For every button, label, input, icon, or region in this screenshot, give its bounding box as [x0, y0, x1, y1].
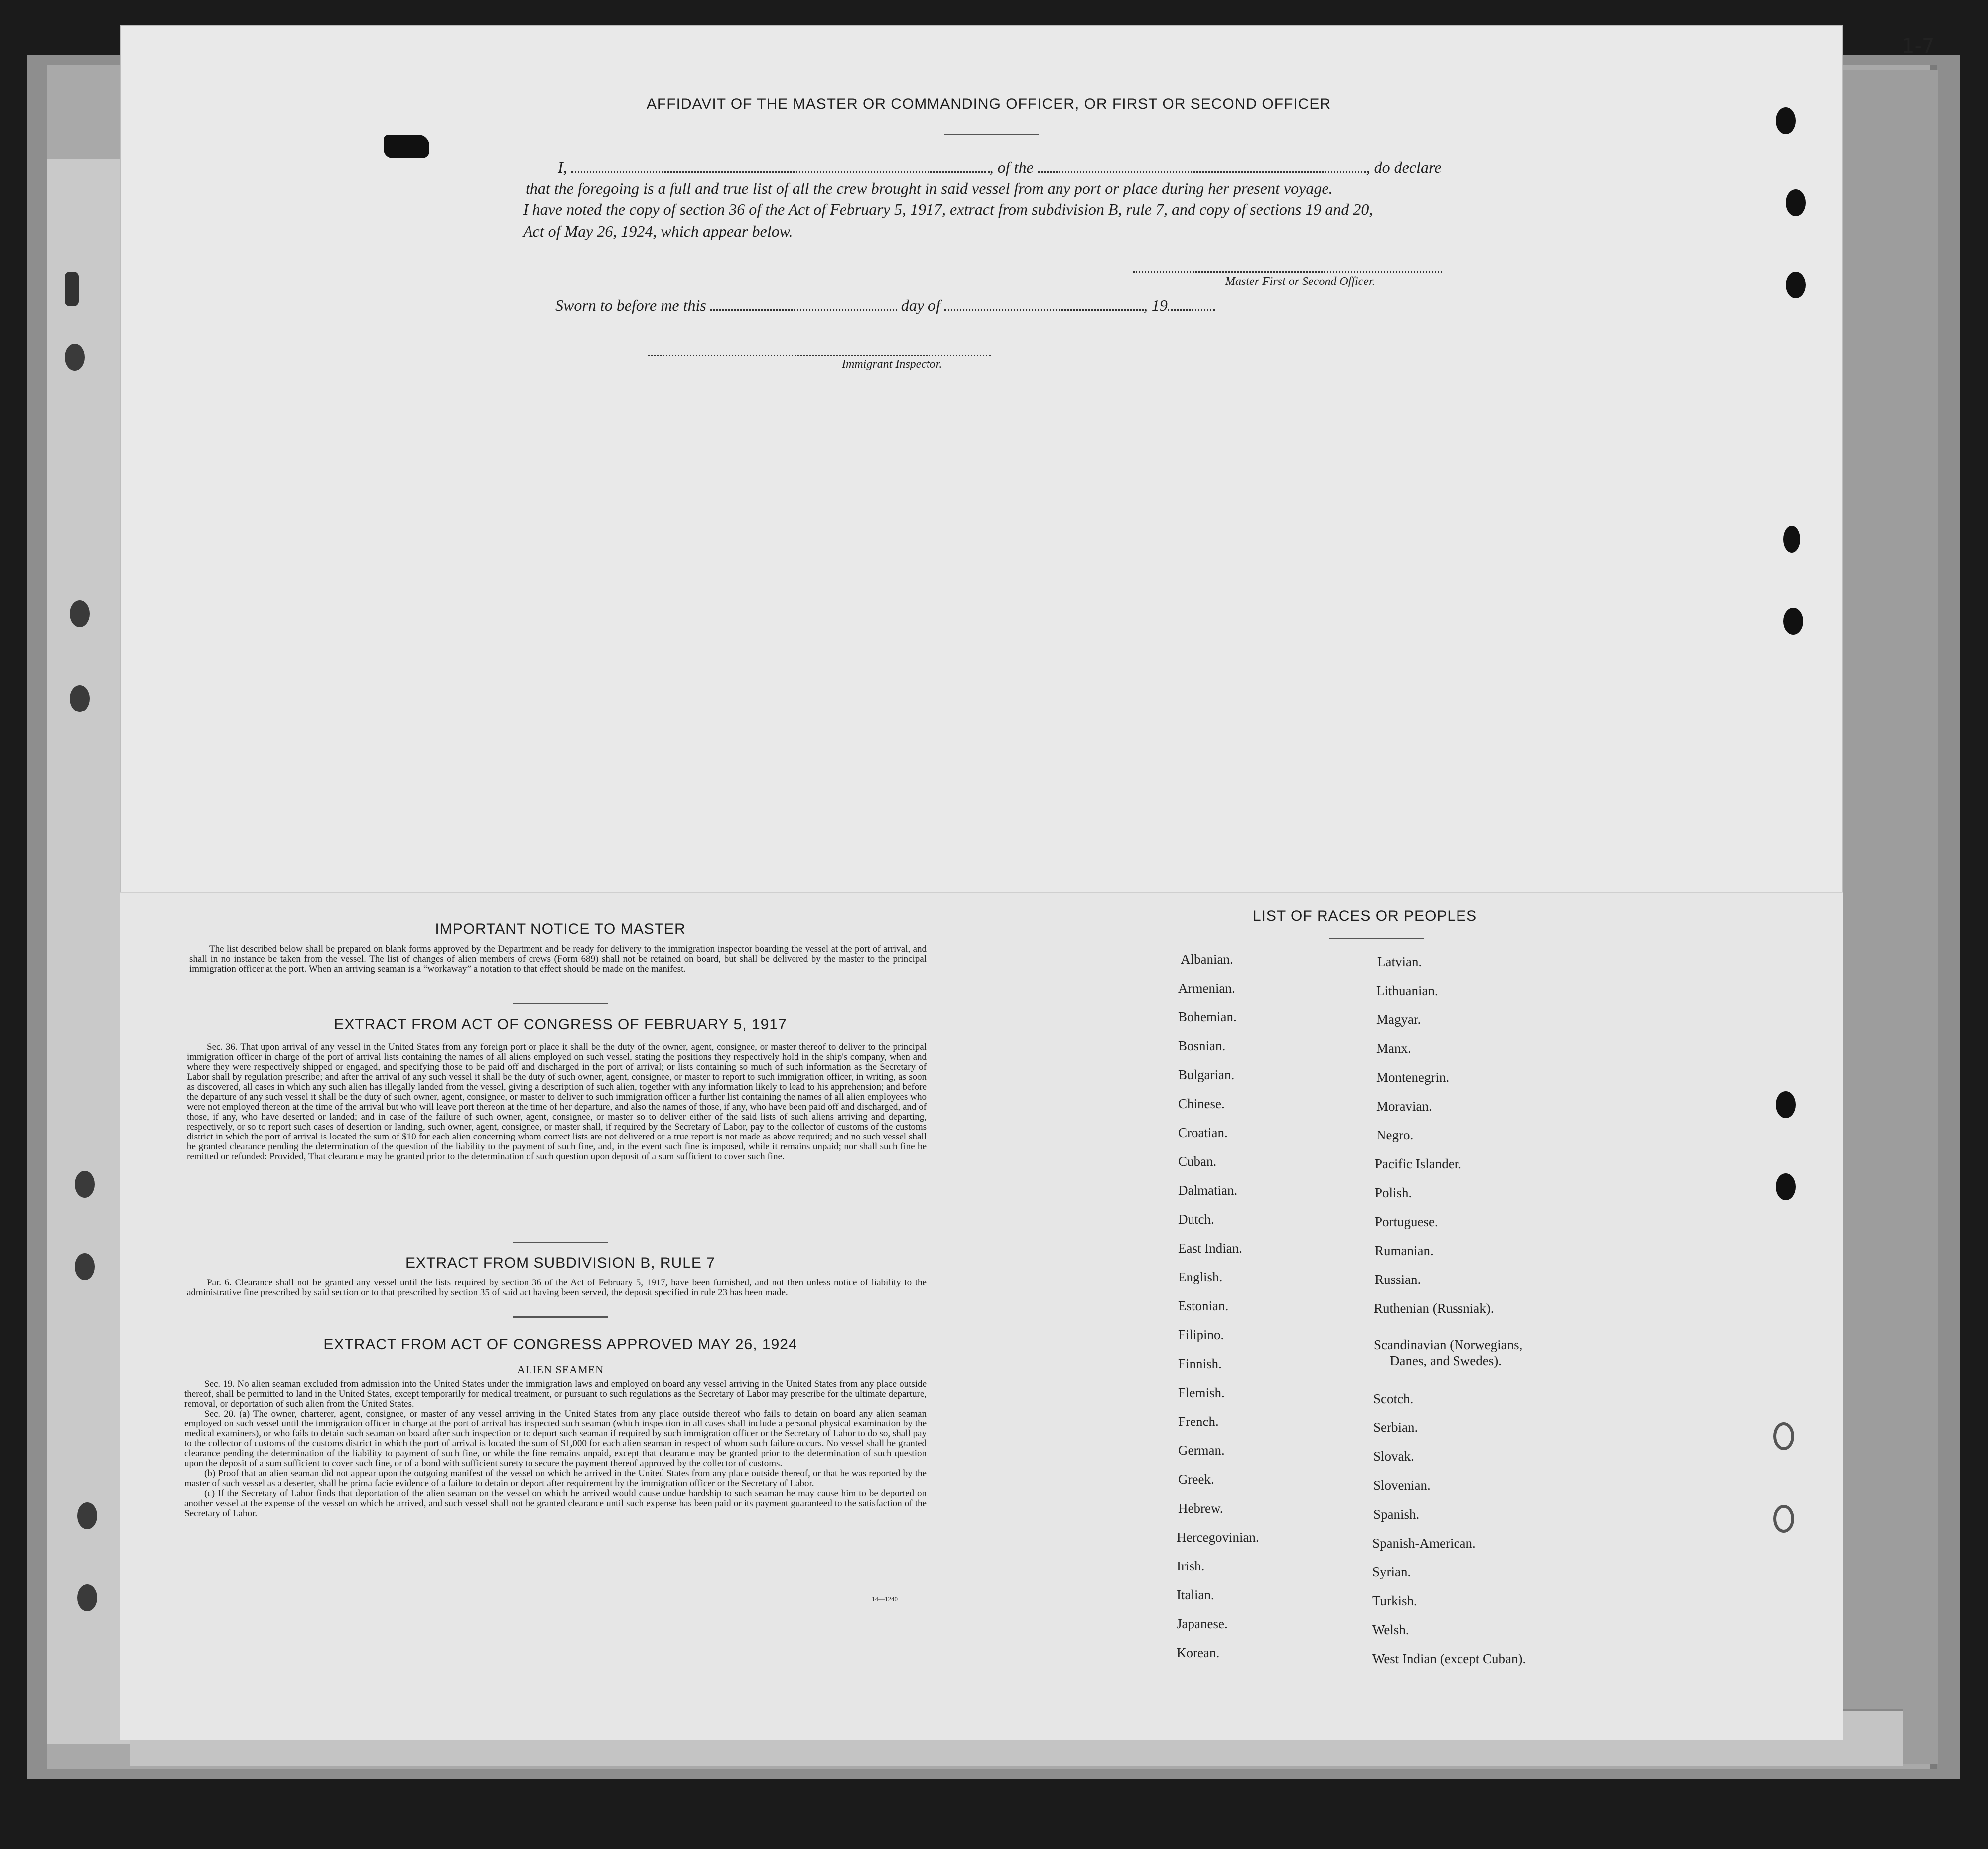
master-signature-line[interactable]: [1133, 271, 1442, 273]
punch-hole-icon: [1786, 189, 1806, 216]
race-item: Spanish.: [1373, 1507, 1420, 1522]
race-item: Greek.: [1178, 1472, 1214, 1487]
races-list-title: LIST OF RACES OR PEOPLES: [1252, 908, 1477, 924]
handwritten-page-number: 1-7: [1902, 35, 1935, 58]
notice-paragraph: The list described below shall be prepared on blank forms approved by the Department and be ready for delivery to the immigration inspector boarding the vessel at the port of arrival, and shall in no instance be taken from the vessel. The list of changes of alien members of crews (Form 689) shall not be retained on board, but shall be delivered by the master to the principal immigration officer at the port. When an arriving seaman is a “workaway” a notation to that effect should be made on the manifest.: [189, 944, 927, 974]
sworn-day-of-label: day of: [901, 296, 940, 314]
punch-hole-icon: [70, 685, 90, 712]
race-item: Japanese.: [1177, 1616, 1228, 1631]
race-item: Polish.: [1375, 1185, 1412, 1200]
extract-1924-text: [184, 1379, 927, 1519]
punch-hole-icon: [65, 344, 85, 371]
section-divider: [513, 1003, 608, 1004]
punch-hole-icon: [1773, 1422, 1794, 1450]
punch-hole-icon: [75, 1171, 95, 1198]
race-item: Flemish.: [1178, 1385, 1225, 1400]
race-item: Danes, and Swedes).: [1390, 1353, 1502, 1368]
race-item: Moravian.: [1376, 1099, 1432, 1114]
rule-7-paragraph: Par. 6. Clearance shall not be granted any vessel until the lists required by section 36 of the Act of February 5, 1917, have been furnished, and not then unless notice of liability to the administrative fine prescribed by said section or to that prescribed by section 35 of said act having been served, the deposit specified in rule 23 has been made.: [187, 1278, 927, 1298]
race-item: Welsh.: [1372, 1622, 1409, 1637]
affidavit-line-1: [558, 158, 1441, 177]
section-divider: [513, 1316, 608, 1318]
section-19-paragraph: Sec. 19. No alien seaman excluded from admission into the United States under the immigration laws and employed on board any vessel arriving in the United States from any place outside thereof, shall be permitted to land in the United States, except temporarily for medical treatment, or pursuant to such regulations as the Secretary of Labor may prescribe for the ultimate departure, removal, or deportation of such alien from the United States.: [184, 1379, 927, 1409]
affidavit-line-4: Act of May 26, 1924, which appear below.: [523, 222, 793, 240]
punch-hole-icon: [1783, 608, 1803, 635]
race-item: Armenian.: [1178, 981, 1235, 996]
punch-hole-icon: [1776, 107, 1796, 134]
race-item: Finnish.: [1178, 1356, 1222, 1371]
affidavit-line-2: that the foregoing is a full and true list of all the crew brought in said vessel from any port or place during her present voyage.: [526, 179, 1333, 197]
sworn-line: [555, 296, 1215, 315]
rule-7-title: EXTRACT FROM SUBDIVISION B, RULE 7: [405, 1255, 715, 1271]
race-item: West Indian (except Cuban).: [1372, 1651, 1526, 1666]
race-item: Filipino.: [1178, 1327, 1224, 1342]
race-item: Pacific Islander.: [1375, 1156, 1461, 1171]
sworn-month-blank[interactable]: [944, 297, 1144, 311]
race-item: Croatian.: [1178, 1125, 1228, 1140]
extract-1917-text: [187, 1042, 927, 1162]
punch-hole-icon: [1773, 1505, 1794, 1533]
race-item: Spanish-American.: [1372, 1536, 1476, 1551]
punch-hole-icon: [1776, 1173, 1796, 1200]
affidavit-line-3: I have noted the copy of section 36 of the Act of February 5, 1917, extract from subdivision B, rule 7, and copy of sections 19 and 20,: [523, 200, 1373, 218]
affidavit-declare-label: , do declare: [1366, 158, 1442, 176]
section-20a-paragraph: Sec. 20. (a) The owner, charterer, agent, consignee, or master of any vessel arriving in the United States from any place outside thereof who fails to detain on board any alien seaman employed on such vessel until the immigration officer in charge at the port of arrival has inspected such seaman (which inspection in all cases shall include a personal physical examination by the medical examiners), or who fails to detain such seaman on board after such inspection or to deport such seaman if required by such immigration officer or the Secretary of Labor to do so, shall pay to the collector of customs of the customs district in which the port of arrival is located the sum of $1,000 for each alien seaman in respect of whom such failure occurs. No vessel shall be granted clearance pending the determination of the liability to payment of such fine, or while the fine remains unpaid, except that clearance may be granted prior to the determination of such question upon the deposit of a sum sufficient to cover such fine, or of a bond with sufficient surety to secure the payment thereof approved by the collector of customs.: [184, 1409, 927, 1469]
inspector-signature-line[interactable]: [648, 355, 991, 356]
race-item: Italian.: [1177, 1587, 1214, 1602]
punch-hole-icon: [77, 1584, 97, 1611]
extract-1917-title: EXTRACT FROM ACT OF CONGRESS OF FEBRUARY 5, 1917: [334, 1016, 787, 1033]
race-item: Slovenian.: [1373, 1478, 1431, 1493]
title-divider: [944, 134, 1039, 135]
race-item: Slovak.: [1373, 1449, 1414, 1464]
section-divider: [513, 1242, 608, 1243]
sworn-day-blank[interactable]: [710, 297, 897, 311]
race-item: Lithuanian.: [1376, 983, 1438, 998]
race-item: Hebrew.: [1178, 1501, 1223, 1516]
section-20c-paragraph: (c) If the Secretary of Labor finds that deportation of the alien seaman on the vessel on which he arrived would cause undue hardship to such seaman he may cause him to be deported on another vessel at the expense of the vessel on which he arrived, and such vessel shall not be granted clearance until such expense has been paid or its payment guaranteed to the satisfaction of the Secretary of Labor.: [184, 1488, 927, 1519]
sworn-year-blank[interactable]: [1168, 297, 1215, 311]
race-item: Dutch.: [1178, 1212, 1214, 1227]
sworn-year-label: , 19: [1143, 296, 1168, 314]
race-item: Scotch.: [1373, 1391, 1414, 1406]
rule-7-text: [187, 1278, 927, 1298]
race-item: Latvian.: [1377, 954, 1422, 969]
race-item: Ruthenian (Russniak).: [1374, 1301, 1494, 1316]
race-item: Manx.: [1376, 1041, 1411, 1056]
race-item: Hercegovinian.: [1177, 1530, 1259, 1545]
punch-hole-icon: [1783, 526, 1800, 553]
master-signature-caption: Master First or Second Officer.: [1225, 275, 1375, 288]
race-item: Korean.: [1177, 1645, 1220, 1660]
affidavit-of-the-label: , of the: [989, 158, 1034, 176]
race-item: East Indian.: [1178, 1241, 1242, 1256]
punch-hole-icon: [77, 1502, 97, 1529]
affidavit-title: AFFIDAVIT OF THE MASTER OR COMMANDING OFFICER, OR FIRST OR SECOND OFFICER: [646, 96, 1331, 112]
race-item: Bohemian.: [1178, 1009, 1237, 1024]
race-item: Bulgarian.: [1178, 1067, 1235, 1082]
punch-hole-icon: [1776, 1091, 1796, 1118]
race-item: English.: [1178, 1270, 1223, 1284]
race-item: Bosnian.: [1178, 1038, 1226, 1053]
race-item: Cuban.: [1178, 1154, 1217, 1169]
affidavit-i-label: I,: [558, 158, 567, 176]
race-item: Russian.: [1375, 1272, 1421, 1287]
punch-hole-icon: [70, 600, 90, 627]
punch-hole-icon: [75, 1253, 95, 1280]
race-item: Portuguese.: [1375, 1214, 1438, 1229]
notice-title: IMPORTANT NOTICE TO MASTER: [435, 921, 686, 937]
sworn-prefix: Sworn to before me this: [555, 296, 706, 314]
race-item: Albanian.: [1181, 952, 1233, 967]
section-divider: [1329, 938, 1424, 939]
inspector-signature-caption: Immigrant Inspector.: [842, 358, 942, 371]
ink-stamp-mark: [384, 135, 429, 158]
race-item: Serbian.: [1373, 1420, 1418, 1435]
name-blank[interactable]: [571, 159, 990, 173]
race-item: Rumanian.: [1375, 1243, 1434, 1258]
race-item: Chinese.: [1178, 1096, 1225, 1111]
race-item: Magyar.: [1376, 1012, 1421, 1027]
race-item: Syrian.: [1372, 1565, 1411, 1579]
race-item: Scandinavian (Norwegians,: [1374, 1337, 1523, 1352]
form-number: 14—1240: [872, 1595, 898, 1603]
section-20b-paragraph: (b) Proof that an alien seaman did not appear upon the outgoing manifest of the vessel on which he arrived in the United States from any place outside thereof, or that he was reported by the master of such vessel as a deserter, shall be prima facie evidence of a failure to detain or deport after requirement by the immigration officer or the Secretary of Labor.: [184, 1468, 927, 1489]
punch-hole-icon: [1786, 272, 1806, 298]
alien-seamen-subtitle: ALIEN SEAMEN: [517, 1363, 604, 1376]
race-item: French.: [1178, 1414, 1219, 1429]
race-item: German.: [1178, 1443, 1225, 1458]
race-item: Negro.: [1376, 1128, 1414, 1142]
race-item: Estonian.: [1178, 1298, 1229, 1313]
race-item: Irish.: [1177, 1559, 1205, 1573]
race-item: Turkish.: [1372, 1593, 1417, 1608]
notice-text: [189, 944, 927, 974]
extract-1924-title: EXTRACT FROM ACT OF CONGRESS APPROVED MAY 26, 1924: [323, 1336, 797, 1353]
race-item: Dalmatian.: [1178, 1183, 1238, 1198]
page-smudge: [65, 272, 79, 306]
vessel-blank[interactable]: [1038, 159, 1366, 173]
extract-1917-paragraph: Sec. 36. That upon arrival of any vessel in the United States from any foreign port or place it shall be the duty of the owner, agent, consignee, or master thereof to deliver to the principal immigration officer in charge of the port of arrival lists containing the names of all aliens employed on such vessel, stating the positions they respectively hold in the ship's company, when and where they were respectively shipped or engaged, and specifying those to be paid off and discharged in the port of arrival; or lists containing so much of such information as the Secretary of Labor shall by regulation prescribe; and after the arrival of any such vessel it shall be the duty of such owner, agent, consignee, or master to report to such immigration officer, in writing, as soon as discovered, all cases in which any such alien has illegally landed from the vessel, giving a description of such alien, together with any information likely to lead to his apprehension; and before the departure of any such vessel it shall be the duty of such owner, agent, consignee, or master to deliver to such immigration officer a further list containing the names of all alien employees who were not employed thereon at the time of the arrival but who will leave port thereon at the time of her departure, and also the names of those, if any, who have been paid off and discharged, and of those, if any, who have deserted or landed; and in case of the failure of such owner, agent, consignee, or master so to deliver either of the said lists of such aliens arriving and departing, respectively, or so to report such cases of desertion or landing, such owner, agent, consignee, or master shall, if required by the Secretary of Labor, pay to the collector of customs of the customs district in which the port of arrival is located the sum of $10 for each alien concerning whom correct lists are not delivered or a true report is not made as above required; and no such vessel shall be granted clearance pending the determination of the question of the liability to the payment of such fine, and, in the event such fine is imposed, while it remains unpaid; nor shall such fine be remitted or refunded: Provided, That clearance may be granted prior to the determination of such question upon deposit of a sum sufficient to cover such fine.: [187, 1042, 927, 1162]
race-item: Montenegrin.: [1376, 1070, 1450, 1085]
